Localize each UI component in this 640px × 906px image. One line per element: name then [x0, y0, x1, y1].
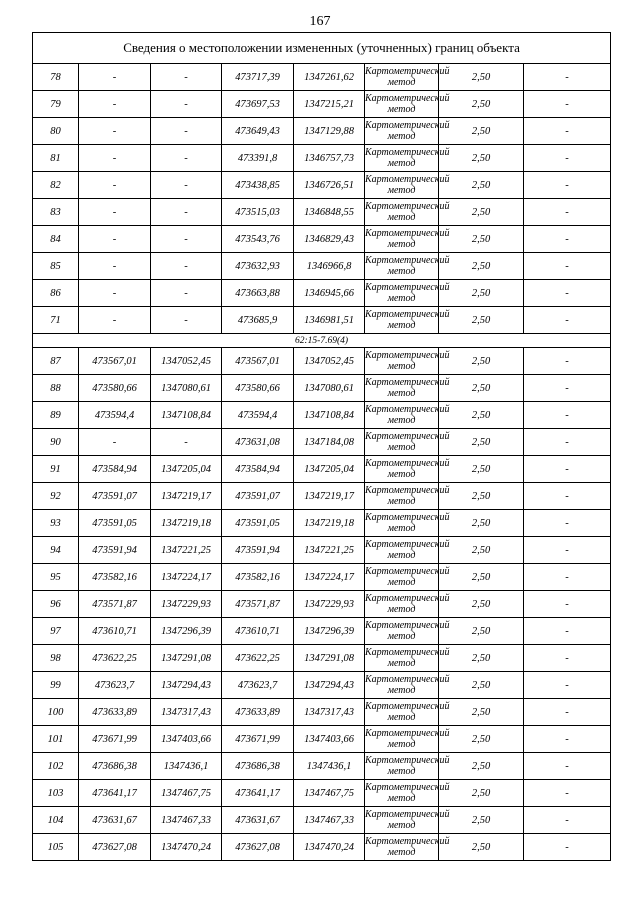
table-row [33, 618, 611, 645]
existing-x-cell: 473582,16 [79, 564, 151, 591]
method-cell: Картометрический метод [365, 618, 439, 645]
point-number-cell: 80 [33, 118, 79, 145]
existing-x-cell: 473622,25 [79, 645, 151, 672]
method-cell: Картометрический метод [365, 591, 439, 618]
new-x-cell: 473649,43 [222, 118, 294, 145]
new-y-cell: 1347467,33 [294, 807, 365, 834]
accuracy-cell: 2,50 [439, 91, 524, 118]
existing-x-cell: - [79, 307, 151, 334]
new-y-cell: 1346966,8 [294, 253, 365, 280]
new-y-cell: 1346848,55 [294, 199, 365, 226]
note-cell: - [524, 645, 611, 672]
method-cell: Картометрический метод [365, 402, 439, 429]
table-row [33, 537, 611, 564]
existing-y-cell: - [151, 307, 222, 334]
existing-x-cell: - [79, 172, 151, 199]
point-number-cell: 96 [33, 591, 79, 618]
accuracy-cell: 2,50 [439, 253, 524, 280]
note-cell: - [524, 726, 611, 753]
existing-x-cell: 473627,08 [79, 834, 151, 861]
table-row [33, 456, 611, 483]
boundary-coordinates-table [32, 32, 611, 861]
note-cell: - [524, 118, 611, 145]
existing-x-cell: - [79, 429, 151, 456]
existing-x-cell: - [79, 199, 151, 226]
method-cell: Картометрический метод [365, 726, 439, 753]
new-x-cell: 473671,99 [222, 726, 294, 753]
point-number-cell: 87 [33, 348, 79, 375]
new-y-cell: 1347467,75 [294, 780, 365, 807]
accuracy-cell: 2,50 [439, 199, 524, 226]
new-x-cell: 473686,38 [222, 753, 294, 780]
table-row [33, 253, 611, 280]
note-cell: - [524, 280, 611, 307]
existing-y-cell: 1347080,61 [151, 375, 222, 402]
accuracy-cell: 2,50 [439, 118, 524, 145]
new-x-cell: 473631,67 [222, 807, 294, 834]
note-cell: - [524, 483, 611, 510]
method-cell: Картометрический метод [365, 226, 439, 253]
point-number-cell: 99 [33, 672, 79, 699]
note-cell: - [524, 591, 611, 618]
method-cell: Картометрический метод [365, 780, 439, 807]
new-y-cell: 1347229,93 [294, 591, 365, 618]
note-cell: - [524, 199, 611, 226]
existing-y-cell: 1347291,08 [151, 645, 222, 672]
accuracy-cell: 2,50 [439, 537, 524, 564]
new-y-cell: 1347129,88 [294, 118, 365, 145]
existing-y-cell: - [151, 64, 222, 91]
point-number-cell: 83 [33, 199, 79, 226]
existing-y-cell: - [151, 280, 222, 307]
method-cell: Картометрический метод [365, 199, 439, 226]
method-cell: Картометрический метод [365, 91, 439, 118]
point-number-cell: 91 [33, 456, 79, 483]
existing-y-cell: - [151, 253, 222, 280]
method-cell: Картометрический метод [365, 699, 439, 726]
table-row [33, 64, 611, 91]
point-number-cell: 100 [33, 699, 79, 726]
new-y-cell: 1347470,24 [294, 834, 365, 861]
existing-x-cell: - [79, 91, 151, 118]
new-y-cell: 1346726,51 [294, 172, 365, 199]
method-cell: Картометрический метод [365, 753, 439, 780]
accuracy-cell: 2,50 [439, 753, 524, 780]
new-y-cell: 1346945,66 [294, 280, 365, 307]
table-row [33, 834, 611, 861]
new-x-cell: 473623,7 [222, 672, 294, 699]
table-row [33, 145, 611, 172]
existing-y-cell: - [151, 429, 222, 456]
new-x-cell: 473594,4 [222, 402, 294, 429]
method-cell: Картометрический метод [365, 564, 439, 591]
existing-y-cell: - [151, 145, 222, 172]
new-x-cell: 473717,39 [222, 64, 294, 91]
note-cell: - [524, 429, 611, 456]
method-cell: Картометрический метод [365, 118, 439, 145]
new-x-cell: 473591,05 [222, 510, 294, 537]
new-x-cell: 473610,71 [222, 618, 294, 645]
accuracy-cell: 2,50 [439, 510, 524, 537]
note-cell: - [524, 91, 611, 118]
new-x-cell: 473641,17 [222, 780, 294, 807]
method-cell: Картометрический метод [365, 483, 439, 510]
note-cell: - [524, 226, 611, 253]
note-cell: - [524, 807, 611, 834]
existing-x-cell: 473686,38 [79, 753, 151, 780]
point-number-cell: 81 [33, 145, 79, 172]
new-x-cell: 473633,89 [222, 699, 294, 726]
new-y-cell: 1347205,04 [294, 456, 365, 483]
note-cell: - [524, 510, 611, 537]
existing-y-cell: 1347205,04 [151, 456, 222, 483]
point-number-cell: 71 [33, 307, 79, 334]
accuracy-cell: 2,50 [439, 172, 524, 199]
table-row [33, 564, 611, 591]
point-number-cell: 92 [33, 483, 79, 510]
existing-x-cell: - [79, 253, 151, 280]
table-row [33, 375, 611, 402]
new-y-cell: 1347291,08 [294, 645, 365, 672]
new-y-cell: 1347261,62 [294, 64, 365, 91]
existing-x-cell: 473641,17 [79, 780, 151, 807]
new-x-cell: 473584,94 [222, 456, 294, 483]
existing-y-cell: 1347317,43 [151, 699, 222, 726]
new-y-cell: 1347215,21 [294, 91, 365, 118]
point-number-cell: 86 [33, 280, 79, 307]
existing-x-cell: 473591,07 [79, 483, 151, 510]
note-cell: - [524, 64, 611, 91]
note-cell: - [524, 145, 611, 172]
new-y-cell: 1346981,51 [294, 307, 365, 334]
existing-y-cell: - [151, 172, 222, 199]
method-cell: Картометрический метод [365, 645, 439, 672]
point-number-cell: 90 [33, 429, 79, 456]
note-cell: - [524, 456, 611, 483]
new-x-cell: 473515,03 [222, 199, 294, 226]
table-row [33, 429, 611, 456]
method-cell: Картометрический метод [365, 253, 439, 280]
existing-y-cell: 1347436,1 [151, 753, 222, 780]
note-cell: - [524, 307, 611, 334]
accuracy-cell: 2,50 [439, 591, 524, 618]
note-cell: - [524, 753, 611, 780]
existing-y-cell: - [151, 226, 222, 253]
method-cell: Картометрический метод [365, 172, 439, 199]
note-cell: - [524, 564, 611, 591]
new-x-cell: 473697,53 [222, 91, 294, 118]
existing-x-cell: 473671,99 [79, 726, 151, 753]
accuracy-cell: 2,50 [439, 226, 524, 253]
new-x-cell: 473591,07 [222, 483, 294, 510]
existing-y-cell: 1347467,75 [151, 780, 222, 807]
point-number-cell: 98 [33, 645, 79, 672]
existing-y-cell: - [151, 91, 222, 118]
method-cell: Картометрический метод [365, 456, 439, 483]
note-cell: - [524, 172, 611, 199]
method-cell: Картометрический метод [365, 537, 439, 564]
new-y-cell: 1347080,61 [294, 375, 365, 402]
new-y-cell: 1347294,43 [294, 672, 365, 699]
existing-x-cell: 473591,94 [79, 537, 151, 564]
new-x-cell: 473622,25 [222, 645, 294, 672]
point-number-cell: 88 [33, 375, 79, 402]
new-y-cell: 1347184,08 [294, 429, 365, 456]
new-y-cell: 1347219,18 [294, 510, 365, 537]
accuracy-cell: 2,50 [439, 375, 524, 402]
existing-y-cell: 1347403,66 [151, 726, 222, 753]
accuracy-cell: 2,50 [439, 807, 524, 834]
method-cell: Картометрический метод [365, 280, 439, 307]
new-y-cell: 1347403,66 [294, 726, 365, 753]
method-cell: Картометрический метод [365, 834, 439, 861]
point-number-cell: 101 [33, 726, 79, 753]
note-cell: - [524, 672, 611, 699]
new-y-cell: 1347436,1 [294, 753, 365, 780]
new-y-cell: 1347224,17 [294, 564, 365, 591]
new-x-cell: 473632,93 [222, 253, 294, 280]
existing-x-cell: - [79, 118, 151, 145]
table-row [33, 199, 611, 226]
existing-x-cell: 473631,67 [79, 807, 151, 834]
point-number-cell: 93 [33, 510, 79, 537]
existing-y-cell: 1347470,24 [151, 834, 222, 861]
point-number-cell: 97 [33, 618, 79, 645]
point-number-cell: 89 [33, 402, 79, 429]
existing-x-cell: - [79, 280, 151, 307]
new-y-cell: 1346757,73 [294, 145, 365, 172]
existing-y-cell: 1347221,25 [151, 537, 222, 564]
existing-x-cell: - [79, 64, 151, 91]
accuracy-cell: 2,50 [439, 483, 524, 510]
table-row [33, 807, 611, 834]
table-row [33, 726, 611, 753]
existing-x-cell: 473633,89 [79, 699, 151, 726]
table-row [33, 226, 611, 253]
accuracy-cell: 2,50 [439, 64, 524, 91]
table-row [33, 510, 611, 537]
point-number-cell: 78 [33, 64, 79, 91]
accuracy-cell: 2,50 [439, 780, 524, 807]
point-number-cell: 102 [33, 753, 79, 780]
existing-x-cell: 473594,4 [79, 402, 151, 429]
table-row [33, 753, 611, 780]
method-cell: Картометрический метод [365, 375, 439, 402]
accuracy-cell: 2,50 [439, 429, 524, 456]
accuracy-cell: 2,50 [439, 726, 524, 753]
point-number-cell: 79 [33, 91, 79, 118]
note-cell: - [524, 253, 611, 280]
note-cell: - [524, 699, 611, 726]
table-row [33, 172, 611, 199]
table-title: Сведения о местоположении измененных (уточненных) границ объекта [33, 33, 611, 64]
existing-y-cell: 1347219,18 [151, 510, 222, 537]
accuracy-cell: 2,50 [439, 145, 524, 172]
accuracy-cell: 2,50 [439, 348, 524, 375]
table-row [33, 307, 611, 334]
new-y-cell: 1347108,84 [294, 402, 365, 429]
new-x-cell: 473591,94 [222, 537, 294, 564]
note-cell: - [524, 834, 611, 861]
table-row [33, 118, 611, 145]
existing-y-cell: - [151, 199, 222, 226]
new-x-cell: 473663,88 [222, 280, 294, 307]
table-row [33, 91, 611, 118]
note-cell: - [524, 348, 611, 375]
existing-x-cell: 473580,66 [79, 375, 151, 402]
table-row [33, 699, 611, 726]
accuracy-cell: 2,50 [439, 645, 524, 672]
new-x-cell: 473685,9 [222, 307, 294, 334]
point-number-cell: 105 [33, 834, 79, 861]
accuracy-cell: 2,50 [439, 456, 524, 483]
existing-x-cell: - [79, 145, 151, 172]
method-cell: Картометрический метод [365, 807, 439, 834]
new-y-cell: 1347052,45 [294, 348, 365, 375]
point-number-cell: 85 [33, 253, 79, 280]
point-number-cell: 104 [33, 807, 79, 834]
point-number-cell: 94 [33, 537, 79, 564]
existing-x-cell: 473584,94 [79, 456, 151, 483]
new-x-cell: 473543,76 [222, 226, 294, 253]
existing-x-cell: 473567,01 [79, 348, 151, 375]
new-x-cell: 473391,8 [222, 145, 294, 172]
method-cell: Картометрический метод [365, 348, 439, 375]
accuracy-cell: 2,50 [439, 618, 524, 645]
accuracy-cell: 2,50 [439, 699, 524, 726]
existing-x-cell: 473591,05 [79, 510, 151, 537]
new-x-cell: 473580,66 [222, 375, 294, 402]
method-cell: Картометрический метод [365, 307, 439, 334]
existing-y-cell: - [151, 118, 222, 145]
existing-y-cell: 1347224,17 [151, 564, 222, 591]
accuracy-cell: 2,50 [439, 564, 524, 591]
accuracy-cell: 2,50 [439, 672, 524, 699]
point-number-cell: 95 [33, 564, 79, 591]
method-cell: Картометрический метод [365, 672, 439, 699]
table-row [33, 672, 611, 699]
accuracy-cell: 2,50 [439, 307, 524, 334]
new-y-cell: 1346829,43 [294, 226, 365, 253]
point-number-cell: 82 [33, 172, 79, 199]
method-cell: Картометрический метод [365, 145, 439, 172]
existing-x-cell: - [79, 226, 151, 253]
method-cell: Картометрический метод [365, 510, 439, 537]
subgroup-label: 62:15-7.69(4) [33, 334, 611, 348]
new-y-cell: 1347317,43 [294, 699, 365, 726]
existing-y-cell: 1347467,33 [151, 807, 222, 834]
new-y-cell: 1347219,17 [294, 483, 365, 510]
table-row [33, 645, 611, 672]
new-x-cell: 473571,87 [222, 591, 294, 618]
existing-y-cell: 1347296,39 [151, 618, 222, 645]
note-cell: - [524, 537, 611, 564]
note-cell: - [524, 618, 611, 645]
new-x-cell: 473627,08 [222, 834, 294, 861]
accuracy-cell: 2,50 [439, 834, 524, 861]
point-number-cell: 103 [33, 780, 79, 807]
note-cell: - [524, 402, 611, 429]
accuracy-cell: 2,50 [439, 402, 524, 429]
table-row [33, 348, 611, 375]
point-number-cell: 84 [33, 226, 79, 253]
existing-x-cell: 473623,7 [79, 672, 151, 699]
new-x-cell: 473582,16 [222, 564, 294, 591]
table-row [33, 483, 611, 510]
method-cell: Картометрический метод [365, 429, 439, 456]
existing-y-cell: 1347219,17 [151, 483, 222, 510]
existing-y-cell: 1347108,84 [151, 402, 222, 429]
method-cell: Картометрический метод [365, 64, 439, 91]
new-x-cell: 473631,08 [222, 429, 294, 456]
existing-y-cell: 1347294,43 [151, 672, 222, 699]
note-cell: - [524, 375, 611, 402]
new-x-cell: 473567,01 [222, 348, 294, 375]
existing-x-cell: 473571,87 [79, 591, 151, 618]
table-row [33, 280, 611, 307]
table-row [33, 591, 611, 618]
new-x-cell: 473438,85 [222, 172, 294, 199]
existing-x-cell: 473610,71 [79, 618, 151, 645]
new-y-cell: 1347296,39 [294, 618, 365, 645]
table-row [33, 780, 611, 807]
new-y-cell: 1347221,25 [294, 537, 365, 564]
table-row [33, 402, 611, 429]
existing-y-cell: 1347052,45 [151, 348, 222, 375]
page-number: 167 [309, 14, 331, 29]
note-cell: - [524, 780, 611, 807]
accuracy-cell: 2,50 [439, 280, 524, 307]
existing-y-cell: 1347229,93 [151, 591, 222, 618]
